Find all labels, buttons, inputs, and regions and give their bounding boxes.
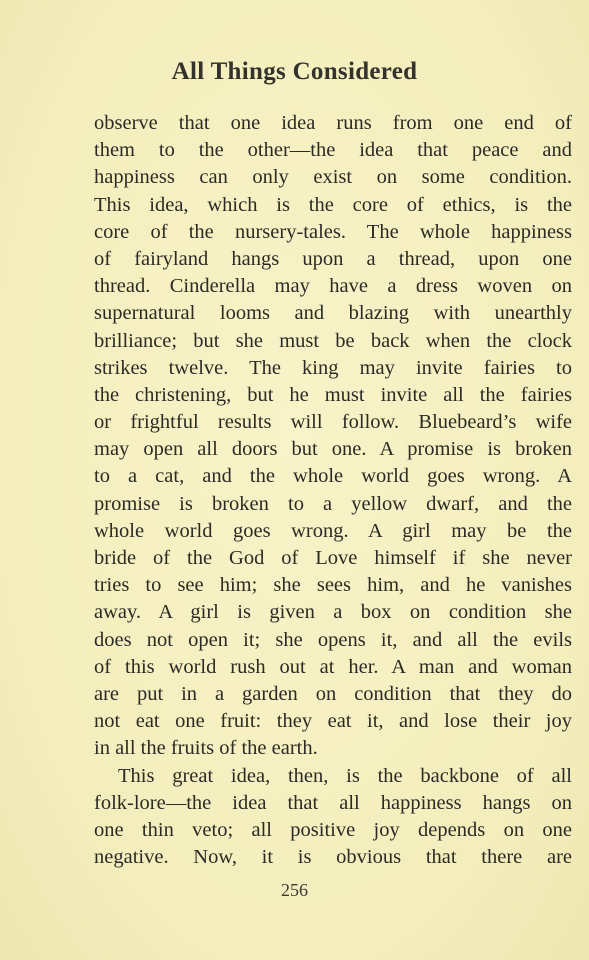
text-line: whole world goes wrong. A girl may be the bbox=[94, 519, 572, 542]
paragraph-1 bbox=[94, 110, 572, 763]
text-line: observe that one idea runs from one end of bbox=[94, 112, 572, 134]
text-line: thread. Cinderella may have a dress woven on bbox=[94, 275, 572, 298]
text-line: in all the fruits of the earth. bbox=[94, 737, 318, 760]
text-line: may open all doors but one. A promise is broken bbox=[94, 438, 572, 461]
page-number: 256 bbox=[281, 880, 308, 900]
text-line: or frightful results will follow. Bluebeard’s wife bbox=[94, 411, 572, 434]
text-line: folk-lore—the idea that all happiness hangs on bbox=[94, 791, 572, 814]
text-line: This great idea, then, is the backbone of all bbox=[118, 764, 572, 787]
text-line: negative. Now, it is obvious that there are bbox=[94, 846, 572, 869]
text-line: the christening, but he must invite all the fairies bbox=[94, 383, 572, 406]
paragraph-2 bbox=[94, 763, 572, 872]
text-line: brilliance; but she must be back when the clock bbox=[94, 329, 572, 352]
text-line: bride of the God of Love himself if she never bbox=[94, 547, 572, 569]
text-line: one thin veto; all positive joy depends on one bbox=[94, 818, 572, 841]
text-line: This idea, which is the core of ethics, is the bbox=[94, 193, 572, 216]
text-line: of fairyland hangs upon a thread, upon one bbox=[94, 247, 572, 270]
text-line: away. A girl is given a box on condition she bbox=[94, 601, 572, 624]
running-head: All Things Considered bbox=[171, 58, 418, 85]
text-line: promise is broken to a yellow dwarf, and the bbox=[94, 492, 572, 515]
text-line: to a cat, and the whole world goes wrong. A bbox=[94, 465, 572, 488]
text-line: tries to see him; she sees him, and he vanishes bbox=[94, 574, 572, 597]
text-line: not eat one fruit: they eat it, and lose their joy bbox=[94, 710, 572, 733]
text-line: core of the nursery-tales. The whole happiness bbox=[94, 220, 572, 243]
text-line: strikes twelve. The king may invite fairies to bbox=[94, 356, 572, 379]
text-line: happiness can only exist on some condition. bbox=[94, 166, 572, 189]
text-line: them to the other—the idea that peace and bbox=[94, 139, 572, 162]
body-text bbox=[94, 110, 572, 871]
text-line: supernatural looms and blazing with unearthly bbox=[94, 302, 572, 325]
text-line: does not open it; she opens it, and all the evils bbox=[94, 628, 572, 651]
text-line: of this world rush out at her. A man and woman bbox=[94, 655, 572, 678]
text-line: are put in a garden on condition that they do bbox=[94, 682, 572, 705]
